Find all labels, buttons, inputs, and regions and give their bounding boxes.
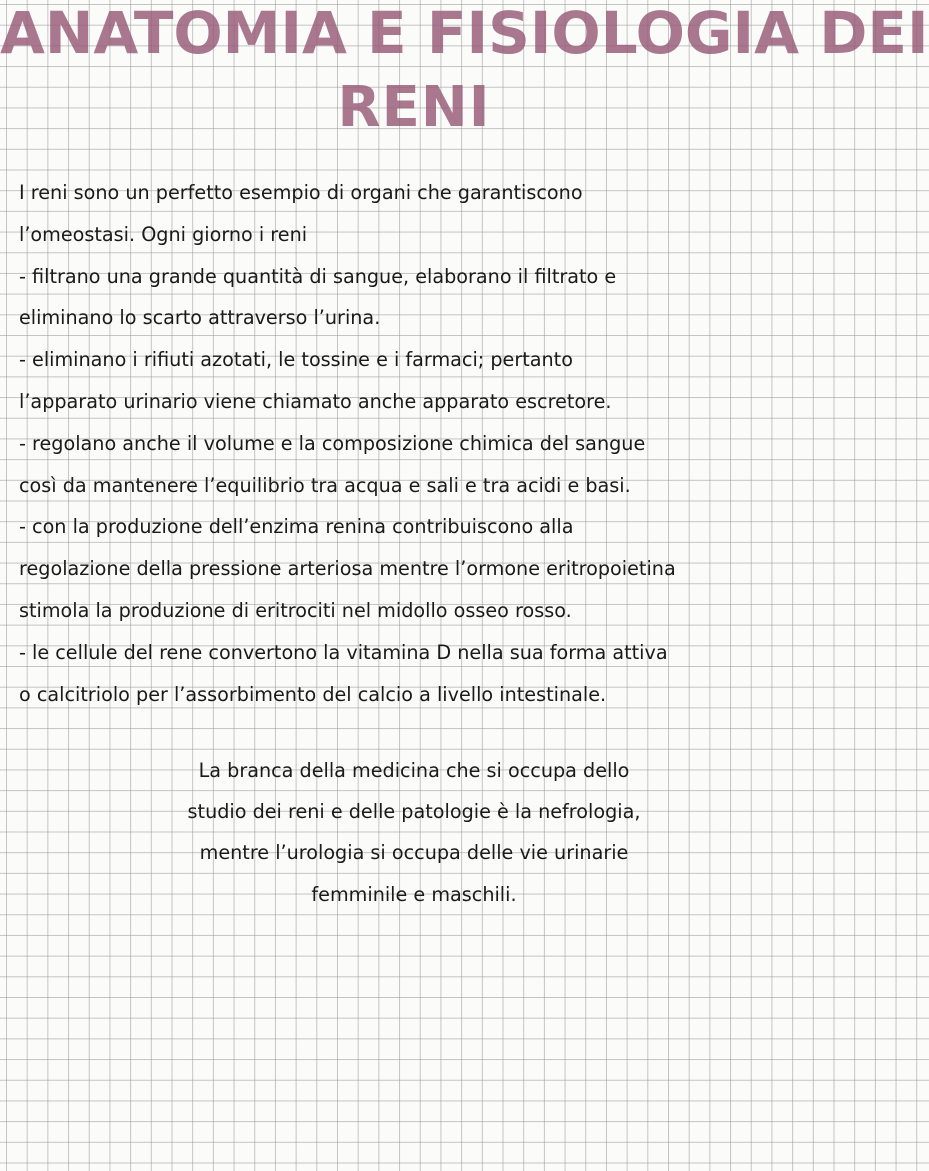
closing-paragraph xyxy=(0,750,828,915)
body-line: o calcitriolo per l’assorbimento del calcio a livello intestinale. xyxy=(19,682,607,706)
page-title-second-line: RENI xyxy=(337,75,491,140)
bullet-renin: - con la produzione dell’enzima renina contribuiscono alla xyxy=(19,515,574,539)
body-text xyxy=(19,172,819,715)
bullet-blood-regulation: - regolano anche il volume e la composizione chimica del sangue xyxy=(19,431,646,455)
body-line: stimola la produzione di eritrociti nel midollo osseo rosso. xyxy=(19,598,572,622)
body-line: l’apparato urinario viene chiamato anche apparato escretore. xyxy=(19,389,612,413)
body-line: regolazione della pressione arteriosa mentre l’ormone eritropoietina xyxy=(19,557,676,581)
body-line: eliminano lo scarto attraverso l’urina. xyxy=(19,306,381,330)
bullet-vitamin-d: - le cellule del rene convertono la vitamina D nella sua forma attiva xyxy=(19,640,668,664)
bullet-excretion: - eliminano i rifiuti azotati, le tossine e i farmaci; pertanto xyxy=(19,348,573,372)
bullet-filtration: - filtrano una grande quantità di sangue, elaborano il filtrato e xyxy=(19,264,617,288)
body-line: I reni sono un perfetto esempio di organi che garantiscono xyxy=(19,181,583,204)
closing-line: La branca della medicina che si occupa dello xyxy=(198,759,630,782)
closing-line: studio dei reni e delle patologie è la nefrologia, xyxy=(187,800,641,824)
body-line: l’omeostasi. Ogni giorno i reni xyxy=(19,222,308,246)
page-title: ANATOMIA E FISIOLOGIA DEI xyxy=(0,0,929,67)
closing-line: mentre l’urologia si occupa delle vie urinarie xyxy=(199,841,629,865)
body-line: così da mantenere l’equilibrio tra acqua e sali e tra acidi e basi. xyxy=(19,473,631,497)
closing-line: femminile e maschili. xyxy=(311,882,517,906)
